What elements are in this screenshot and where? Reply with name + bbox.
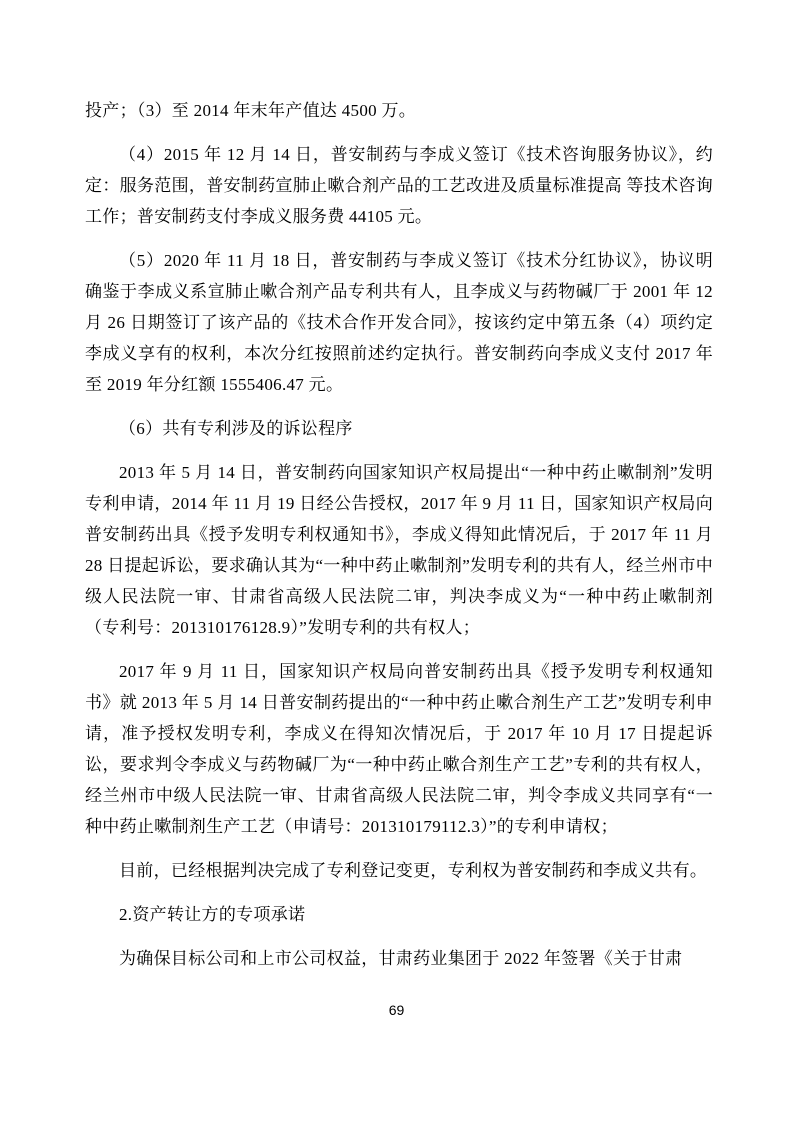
page-number: 69	[388, 1002, 405, 1018]
paragraph-item-5: （5）2020 年 11 月 18 日，普安制药与李成义签订《技术分红协议》，协议明确鉴于李成义系宣肺止嗽合剂产品专利共有人，且李成义与药物碱厂于 2001 年 12 月 26 日期签订了该产品的《技术合作开发合同》，按该约定中第五条（4）项约定李成义享有的权利，本次分红按照前述约定执行。普安制药向李成义支付 2017 年至 2019 年分红额 1555406.47 元。	[85, 251, 713, 394]
document-body	[85, 95, 713, 987]
paragraph-continuation: 投产；（3）至 2014 年末年产值达 4500 万。	[85, 101, 417, 120]
paragraph-commitment: 为确保目标公司和上市公司权益，甘肃药业集团于 2022 年签署《关于甘肃	[119, 949, 683, 968]
paragraph-registration-status: 目前，已经根据判决完成了专利登记变更，专利权为普安制药和李成义共有。	[119, 861, 708, 880]
heading-item-6: （6）共有专利涉及的诉讼程序	[119, 419, 353, 438]
heading-section-2: 2.资产转让方的专项承诺	[119, 905, 306, 924]
paragraph-item-4: （4）2015 年 12 月 14 日，普安制药与李成义签订《技术咨询服务协议》，约定：服务范围，普安制药宣肺止嗽合剂产品的工艺改进及质量标准提高 等技术咨询工作；普安制药支付李成义服务费 44105 元。	[85, 145, 713, 226]
paragraph-lawsuit-second-patent: 2017 年 9 月 11 日，国家知识产权局向普安制药出具《授予发明专利权通知书》就 2013 年 5 月 14 日普安制药提出的“一种中药止嗽合剂生产工艺”发明专利申请，准予授权发明专利，李成义在得知次情况后，于 2017 年 10 月 17 日提起诉讼，要求判令李成义与药物碱厂为“一种中药止嗽合剂生产工艺”专利的共有权人，经兰州市中级人民法院一审、甘肃省高级人民法院二审，判令李成义共同享有“一种中药止嗽制剂生产工艺（申请号：201310179112.3）”的专利申请权；	[85, 662, 713, 836]
paragraph-lawsuit-first-patent: 2013 年 5 月 14 日，普安制药向国家知识产权局提出“一种中药止嗽制剂”发明专利申请，2014 年 11 月 19 日经公告授权，2017 年 9 月 11 日，国家知识产权局向普安制药出具《授予发明专利权通知书》，李成义得知此情况后，于 2017 年 11 月 28 日提起诉讼，要求确认其为“一种中药止嗽制剂”发明专利的共有人，经兰州市中级人民法院一审、甘肃省高级人民法院二审，判决李成义为“一种中药止嗽制剂（专利号：201310176128.9）”发明专利的共有权人；	[85, 463, 713, 637]
